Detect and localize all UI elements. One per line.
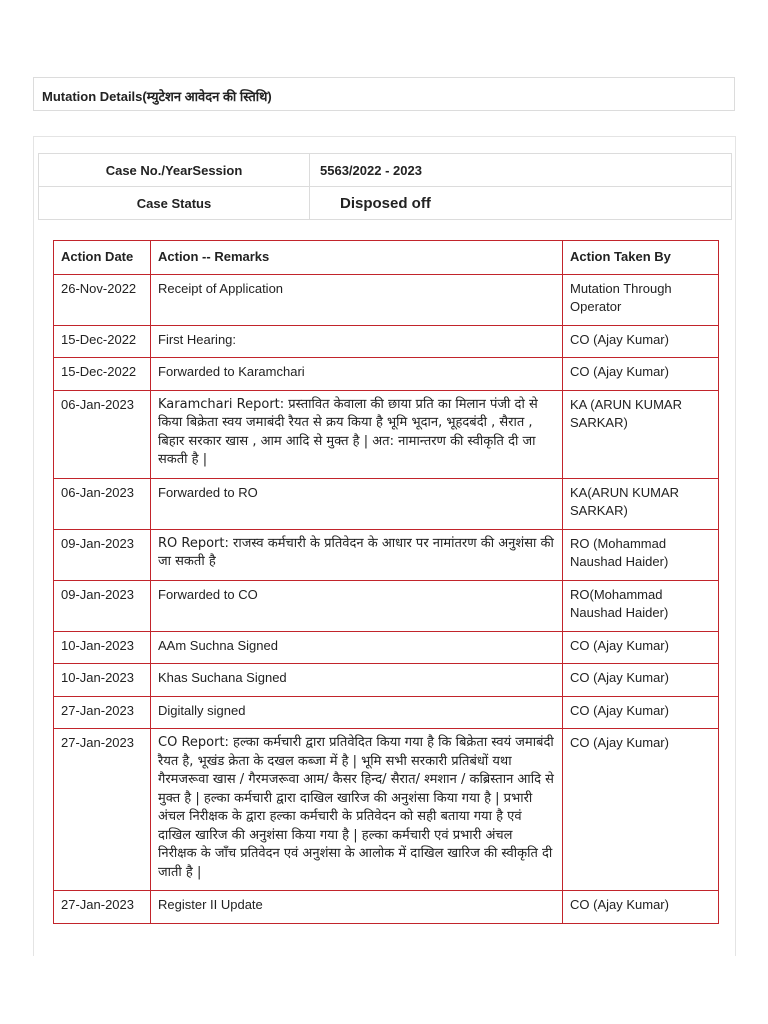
action-taken-by-cell: Mutation Through Operator <box>563 274 719 325</box>
action-remarks-cell: Forwarded to RO <box>151 478 563 529</box>
action-taken-by-cell: CO (Ajay Kumar) <box>563 631 719 664</box>
action-remarks-cell: Forwarded to CO <box>151 580 563 631</box>
action-date-cell: 27-Jan-2023 <box>54 729 151 891</box>
table-row <box>54 664 719 697</box>
action-date-cell: 09-Jan-2023 <box>54 580 151 631</box>
case-info-table <box>38 153 732 220</box>
action-date-cell: 27-Jan-2023 <box>54 891 151 924</box>
case-number-value: 5563/2022 - 2023 <box>310 154 732 187</box>
table-row <box>54 891 719 924</box>
table-row <box>54 729 719 891</box>
case-status-label: Case Status <box>39 187 310 220</box>
action-date-cell: 06-Jan-2023 <box>54 478 151 529</box>
action-remarks-cell: Karamchari Report: प्रस्तावित केवाला की छाया प्रति का मिलान पंजी दो से किया बिक्रेता स्वय जमाबंदी रैयत से क्रय किया है भूमि भूदान, भूहदबंदी , सैरात , बिहार सरकार खास , आम आदि से मुक्त है | अत: नामान्तरण की स्वीकृति दी जा सकती है | <box>151 390 563 478</box>
page-title: Mutation Details(म्युटेशन आवेदन की स्तिथि) <box>33 77 735 111</box>
action-taken-by-cell: CO (Ajay Kumar) <box>563 729 719 891</box>
table-row <box>54 478 719 529</box>
table-row <box>54 325 719 358</box>
action-taken-by-cell: CO (Ajay Kumar) <box>563 358 719 391</box>
action-date-cell: 15-Dec-2022 <box>54 325 151 358</box>
action-date-cell: 09-Jan-2023 <box>54 529 151 580</box>
action-taken-by-cell: CO (Ajay Kumar) <box>563 891 719 924</box>
action-taken-by-cell: KA(ARUN KUMAR SARKAR) <box>563 478 719 529</box>
case-number-label: Case No./YearSession <box>39 154 310 187</box>
action-taken-by-cell: CO (Ajay Kumar) <box>563 325 719 358</box>
action-taken-by-cell: RO(Mohammad Naushad Haider) <box>563 580 719 631</box>
case-number-row <box>39 154 732 187</box>
action-date-cell: 06-Jan-2023 <box>54 390 151 478</box>
table-row <box>54 274 719 325</box>
case-status-value: Disposed off <box>310 187 732 220</box>
table-row <box>54 696 719 729</box>
column-header-remarks: Action -- Remarks <box>151 241 563 275</box>
action-remarks-cell: AAm Suchna Signed <box>151 631 563 664</box>
table-row <box>54 358 719 391</box>
table-header-row <box>54 241 719 275</box>
action-remarks-cell: First Hearing: <box>151 325 563 358</box>
action-history-table <box>53 240 719 924</box>
action-date-cell: 15-Dec-2022 <box>54 358 151 391</box>
table-row <box>54 580 719 631</box>
column-header-taken-by: Action Taken By <box>563 241 719 275</box>
action-remarks-cell: Receipt of Application <box>151 274 563 325</box>
action-date-cell: 26-Nov-2022 <box>54 274 151 325</box>
action-taken-by-cell: CO (Ajay Kumar) <box>563 664 719 697</box>
action-date-cell: 10-Jan-2023 <box>54 664 151 697</box>
table-row <box>54 390 719 478</box>
action-taken-by-cell: KA (ARUN KUMAR SARKAR) <box>563 390 719 478</box>
action-date-cell: 10-Jan-2023 <box>54 631 151 664</box>
action-remarks-cell: CO Report: हल्का कर्मचारी द्वारा प्रतिवेदित किया गया है कि बिक्रेता स्वयं जमाबंदी रैयत है, भूखंड क्रेता के दखल कब्जा में है | भूमि सभी सरकारी प्रतिबंधों यथा गैरमजरूवा खास / गैरमजरूवा आम/ कैसर हिन्द/ सैरात/ श्मशान / कब्रिस्तान आदि से मुक्त है | हल्का कर्मचारी द्वारा दाखिल खारिज की अनुशंसा किया गया है | प्रभारी अंचल निरीक्षक के द्वारा हल्का कर्मचारी के प्रतिवेदन को सही बताया गया है एवं दाखिल खारिज की अनुशंसा किया गया है | हल्का कर्मचारी एवं प्रभारी अंचल निरीक्षक के जाँच प्रतिवेदन एवं अनुशंसा के आलोक में दाखिल खारिज की स्वीकृति दी जाती है | <box>151 729 563 891</box>
table-row <box>54 631 719 664</box>
action-taken-by-cell: RO (Mohammad Naushad Haider) <box>563 529 719 580</box>
action-remarks-cell: Register II Update <box>151 891 563 924</box>
action-remarks-cell: Digitally signed <box>151 696 563 729</box>
table-row <box>54 529 719 580</box>
action-taken-by-cell: CO (Ajay Kumar) <box>563 696 719 729</box>
action-remarks-cell: RO Report: राजस्व कर्मचारी के प्रतिवेदन के आधार पर नामांतरण की अनुशंसा की जा सकती है <box>151 529 563 580</box>
action-date-cell: 27-Jan-2023 <box>54 696 151 729</box>
action-remarks-cell: Khas Suchana Signed <box>151 664 563 697</box>
column-header-action-date: Action Date <box>54 241 151 275</box>
case-status-row <box>39 187 732 220</box>
action-remarks-cell: Forwarded to Karamchari <box>151 358 563 391</box>
